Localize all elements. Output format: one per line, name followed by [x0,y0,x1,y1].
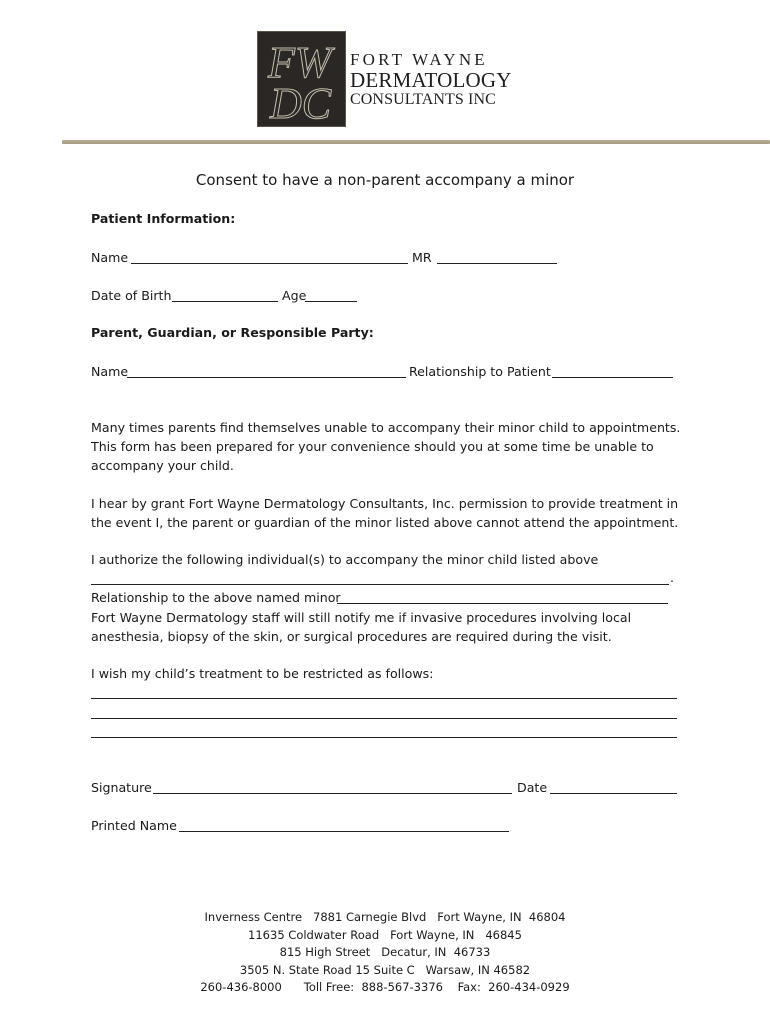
signature-field[interactable] [153,793,512,794]
date-label: Date [517,780,548,795]
restriction-line-2[interactable] [91,718,677,719]
logo-wordmark [350,51,512,108]
printed-name-label: Printed Name [91,818,177,833]
logo-line-fort-wayne: FORT WAYNE [350,50,488,69]
authorized-individuals-field[interactable] [91,584,669,585]
printed-name-field[interactable] [179,831,509,832]
guardian-name-label: Name [91,364,129,379]
company-logo [257,31,517,126]
footer-phone-numbers: 260-436-8000 Toll Free: 888-567-3376 Fax: 260-434-0929 [200,980,570,994]
guardian-name-field[interactable] [127,377,406,378]
monogram-emblem [257,31,346,127]
relationship-label: Relationship to Patient [409,364,551,379]
intro-paragraph: Many times parents find themselves unable to accompany their minor child to appointments. This form has been prepared for your convenience should you at some time be unable to accompany your child. [91,420,681,473]
relationship-minor-label: Relationship to the above named minor [91,590,341,605]
header-divider [62,140,770,144]
patient-name-field[interactable] [131,263,408,264]
age-field[interactable] [305,301,357,302]
relationship-field[interactable] [552,377,673,378]
signature-label: Signature [91,780,152,795]
guardian-heading: Parent, Guardian, or Responsible Party: [91,325,374,340]
patient-name-label: Name [91,250,129,265]
logo-line-consultants: CONSULTANTS INC [350,91,496,108]
dob-label: Date of Birth [91,288,172,303]
footer-address-coldwater: 11635 Coldwater Road Fort Wayne, IN 46845 [248,927,522,942]
form-title: Consent to have a non-parent accompany a minor [195,171,575,189]
date-field[interactable] [550,793,677,794]
mr-field[interactable] [437,263,557,264]
footer-address-decatur: 815 High Street Decatur, IN 46733 [279,945,491,959]
footer-address-fort-wayne: Inverness Centre 7881 Carnegie Blvd Fort Wayne, IN 46804 [204,910,566,924]
restrict-text: I wish my child’s treatment to be restricted as follows: [91,666,434,681]
authorize-period: . [670,570,675,585]
monogram-icon [258,32,345,126]
footer-addresses [0,909,770,997]
authorize-text: I authorize the following individual(s) to accompany the minor child listed above [91,552,599,567]
restriction-line-3[interactable] [91,737,677,738]
restriction-line-1[interactable] [91,698,677,699]
permission-paragraph: I hear by grant Fort Wayne Dermatology Consultants, Inc. permission to provide treatment in the event I, the parent or guardian of the minor listed above cannot attend the appointment. [91,496,679,530]
patient-info-heading: Patient Information: [91,211,236,226]
monogram-letters-top: FW [268,38,332,87]
mr-label: MR [412,250,432,265]
logo-line-dermatology: DERMATOLOGY [350,68,512,92]
monogram-letters-bottom: DC [270,79,332,126]
age-label: Age [282,288,307,303]
notify-paragraph: Fort Wayne Dermatology staff will still notify me if invasive procedures involving local anesthesia, biopsy of the skin, or surgical procedures are required during the visit. [91,610,632,644]
dob-field[interactable] [172,301,278,302]
footer-address-warsaw: 3505 N. State Road 15 Suite C Warsaw, IN 46582 [239,962,531,977]
relationship-minor-field[interactable] [337,603,668,604]
